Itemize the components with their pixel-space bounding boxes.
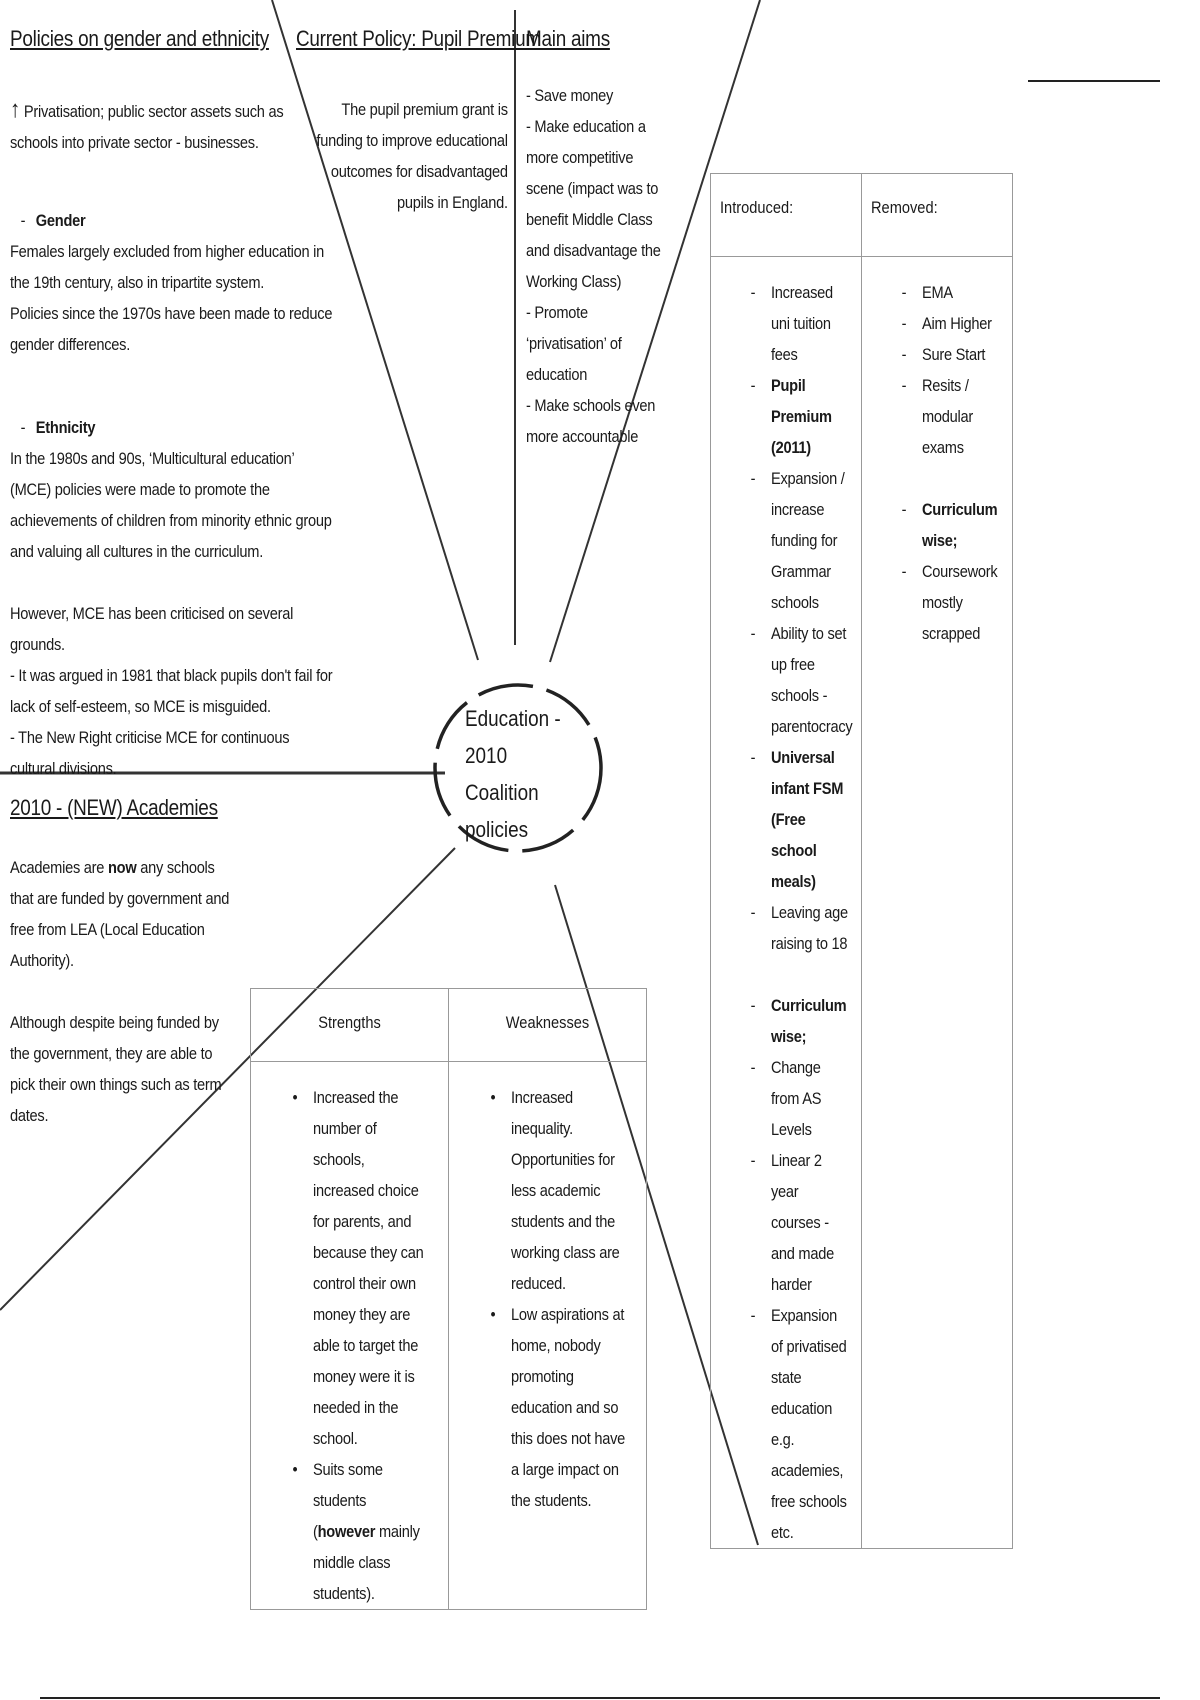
- list-item-text: mainly middle class students).: [313, 1522, 420, 1603]
- pupil-premium-heading: Current Policy: Pupil Premium: [296, 26, 541, 51]
- list-item-text: Increased uni tuition fees: [771, 283, 833, 364]
- list-item: [490, 1299, 627, 1516]
- list-item-text: Universal infant FSM (Free school meals): [771, 748, 844, 891]
- list-item: [750, 370, 848, 463]
- removed-header: Removed:: [871, 198, 938, 217]
- list-item-text: Aim Higher: [922, 314, 992, 333]
- academies-text-2: Although despite being funded by the government, they are able to pick their own things such as term dates.: [10, 1013, 222, 1125]
- list-item: [292, 1082, 429, 1454]
- list-item: [901, 308, 999, 339]
- list-item-text: Sure Start: [922, 345, 986, 364]
- list-marker: -: [901, 562, 907, 581]
- privatisation-text: ↑ Privatisation; public sector assets such as schools into private sector - businesses.: [10, 96, 284, 152]
- weaknesses-list: [490, 1082, 627, 1516]
- strengths-cell: [251, 1062, 449, 1610]
- list-item: [490, 1082, 627, 1299]
- academies-text: Academies are now any schools that are funded by government and free from LEA (Local Education Authority).: [10, 858, 230, 970]
- list-item: [750, 618, 853, 742]
- academies-heading: 2010 - (NEW) Academies: [10, 795, 218, 820]
- list-item: [750, 277, 848, 370]
- list-item: [750, 990, 848, 1052]
- list-item: [750, 463, 848, 618]
- list-item-text: Resits / modular exams: [922, 376, 974, 457]
- list-marker: -: [750, 903, 756, 922]
- list-item: [750, 742, 848, 897]
- list-item-text: Ability to set up free schools - parentocracy: [771, 624, 853, 736]
- list-marker: -: [901, 283, 907, 302]
- ethnicity-title: - Ethnicity: [20, 418, 96, 437]
- list-item-text: Linear 2 year courses - and made harder: [771, 1151, 834, 1294]
- list-item-text: Expansion / increase funding for Grammar schools: [771, 469, 845, 612]
- list-item-text: Suits some students (: [313, 1460, 383, 1541]
- list-marker: -: [750, 1306, 756, 1325]
- bullet-icon: •: [292, 1460, 298, 1479]
- list-item: [901, 556, 999, 649]
- list-item-text: however: [317, 1522, 376, 1541]
- introduced-cell: [711, 257, 862, 1549]
- list-marker: -: [750, 283, 756, 302]
- list-item: [750, 1300, 848, 1548]
- strengths-weaknesses-table: [250, 988, 647, 1610]
- list-item-text: Leaving age raising to 18: [771, 903, 848, 953]
- bullet-icon: •: [490, 1088, 496, 1107]
- list-item: [901, 339, 999, 370]
- list-item: [750, 1145, 848, 1300]
- main-aim-2: - Make education a more competitive scene (impact was to benefit Middle Class and disadvantage the Working Class): [526, 117, 661, 291]
- criticism-1: - It was argued in 1981 that black pupils don't fail for lack of self-esteem, so MCE is misguided.: [10, 666, 333, 716]
- list-marker: -: [750, 996, 756, 1015]
- list-item: [292, 1454, 429, 1609]
- list-marker: -: [750, 1058, 756, 1077]
- list-item: [901, 277, 999, 308]
- introduced-header-cell: [711, 174, 862, 257]
- removed-list: [901, 277, 999, 649]
- main-aims-list: [526, 80, 664, 452]
- ethnicity-text: In the 1980s and 90s, ‘Multicultural education’ (MCE) policies were made to promote the achievements of children from minority ethnic group and valuing all cultures in the curriculum.: [10, 449, 332, 561]
- bullet-icon: •: [292, 1088, 298, 1107]
- weaknesses-header-cell: [449, 989, 647, 1062]
- introduced-list: [750, 277, 853, 1548]
- list-item-text: Coursework mostly scrapped: [922, 562, 998, 643]
- main-aim-4: - Make schools even more accountable: [526, 396, 656, 446]
- list-item-text: Increased inequality. Opportunities for less academic students and the working class are reduced.: [511, 1088, 620, 1293]
- list-marker: -: [901, 314, 907, 333]
- gender-title: - Gender: [20, 211, 86, 230]
- main-aims-heading: Main aims: [526, 26, 610, 51]
- list-marker: -: [750, 748, 756, 767]
- strengths-header: Strengths: [318, 1013, 381, 1032]
- gender-ethnicity-heading: Policies on gender and ethnicity: [10, 26, 269, 51]
- strengths-list: [292, 1082, 429, 1609]
- list-item-text: Pupil Premium (2011): [771, 376, 832, 457]
- removed-cell: [862, 257, 1013, 1549]
- introduced-header: Introduced:: [720, 198, 794, 217]
- changes-table: [710, 173, 1013, 1549]
- list-item-text: Expansion of privatised state education e.g. academies, free schools etc.: [771, 1306, 847, 1542]
- list-item-text: EMA: [922, 283, 953, 302]
- list-marker: -: [750, 469, 756, 488]
- main-aim-1: - Save money: [526, 86, 614, 105]
- weaknesses-header: Weaknesses: [505, 1013, 590, 1032]
- list-item-text: Curriculum wise;: [922, 500, 998, 550]
- list-item: [901, 494, 999, 556]
- center-label: Education - 2010 Coalition policies: [465, 706, 561, 842]
- list-marker: -: [901, 345, 907, 364]
- list-item-text: Curriculum wise;: [771, 996, 847, 1046]
- list-marker: -: [901, 376, 907, 395]
- list-marker: -: [901, 500, 907, 519]
- criticism-intro: However, MCE has been criticised on several grounds.: [10, 604, 294, 654]
- list-marker: -: [750, 624, 756, 643]
- list-marker: -: [750, 376, 756, 395]
- academies-text-block: [10, 852, 238, 1131]
- weaknesses-cell: [449, 1062, 647, 1610]
- main-aim-3: - Promote ‘privatisation’ of education: [526, 303, 622, 384]
- bullet-icon: •: [490, 1305, 496, 1324]
- pupil-premium-text: The pupil premium grant is funding to improve educational outcomes for disadvantaged pupils in England.: [316, 100, 508, 212]
- list-item: [750, 897, 848, 959]
- list-item: [750, 1052, 848, 1145]
- criticism-2: - The New Right criticise MCE for continuous cultural divisions.: [10, 728, 290, 778]
- strengths-header-cell: [251, 989, 449, 1062]
- list-item: [901, 370, 999, 463]
- gender-text: Females largely excluded from higher education in the 19th century, also in tripartite system.: [10, 242, 325, 292]
- gender-ethnicity-section: [10, 94, 333, 784]
- list-item-text: Increased the number of schools, increased choice for parents, and because they can control their own money they are able to target the money were it is needed in the school.: [313, 1088, 424, 1448]
- removed-header-cell: [862, 174, 1013, 257]
- arrow-up-icon: ↑: [10, 96, 21, 123]
- list-marker: -: [750, 1151, 756, 1170]
- gender-text-2: Policies since the 1970s have been made to reduce gender differences.: [10, 304, 333, 354]
- list-item-text: Low aspirations at home, nobody promoting education and so this does not have a large impact on the students.: [511, 1305, 626, 1510]
- list-item-text: Change from AS Levels: [771, 1058, 822, 1139]
